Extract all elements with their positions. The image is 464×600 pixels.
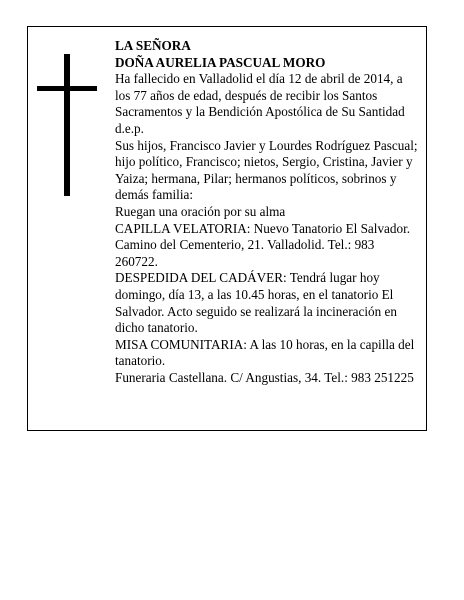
farewell-details: DESPEDIDA DEL CADÁVER: Tendrá lugar hoy domingo, día 13, a las 10.45 horas, en el tanatorio El Salvador. Acto seguido se realizará la incineración en dicho tanatorio. (115, 270, 397, 336)
wake-location: CAPILLA VELATORIA: Nuevo Tanatorio El Salvador. Camino del Cementerio, 21. Valladolid. Tel.: 983 260722. (115, 220, 411, 269)
family-list: Sus hijos, Francisco Javier y Lourdes Rodríguez Pascual; hijo político, Francisco; nietos, Sergio, Cristina, Javier y Yaiza; hermana, Pilar; hermanos políticos, sobrinos y demás familia: (115, 137, 418, 203)
cross-vertical-bar (64, 54, 70, 196)
deceased-name: DOÑA AURELIA PASCUAL MORO (115, 54, 326, 70)
cross-icon (37, 54, 97, 196)
community-mass: MISA COMUNITARIA: A las 10 horas, en la capilla del tanatorio. (115, 336, 415, 369)
cross-horizontal-bar (37, 86, 97, 91)
death-announcement: Ha fallecido en Valladolid el día 12 de abril de 2014, a los 77 años de edad, después de recibir los Santos Sacramentos y la Bendición Apostólica de Su Santidad d.e.p. (115, 71, 405, 136)
funeral-home: Funeraria Castellana. C/ Angustias, 34. Tel.: 983 251225 (115, 369, 414, 385)
notice-title: LA SEÑORA (115, 38, 191, 53)
prayer-request: Ruegan una oración por su alma (115, 203, 286, 219)
obituary-text (115, 38, 419, 386)
